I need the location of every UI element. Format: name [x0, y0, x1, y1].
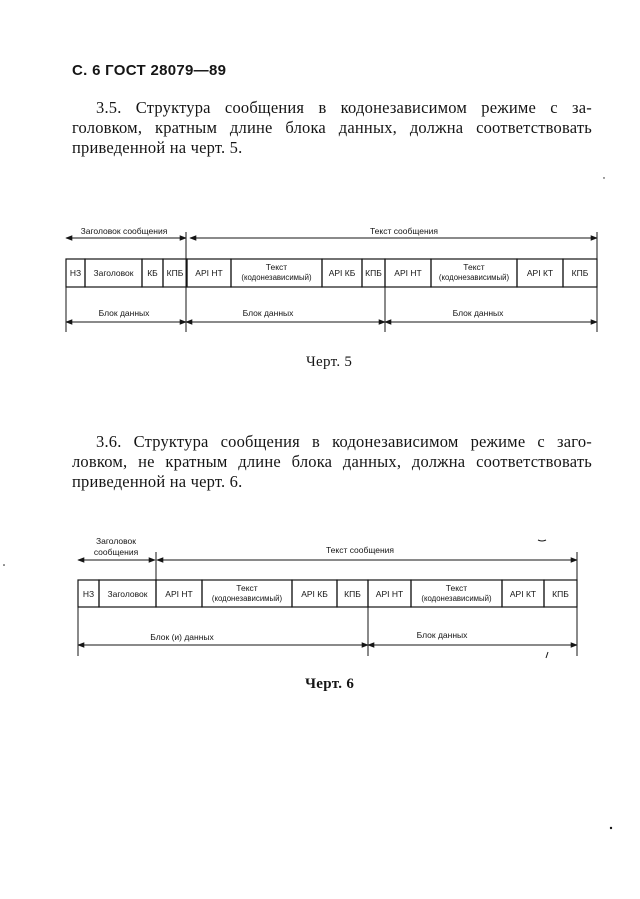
cell-label: Текст [265, 262, 288, 272]
cell-label: КПБ [571, 268, 589, 278]
paragraph-line: ловком, не кратным длине блока данных, должна соответствовать [72, 452, 592, 471]
cell-label: АРI НТ [165, 589, 193, 599]
paragraph-line: 3.5. Структура сообщения в кодонезависимом режиме с за- [96, 98, 592, 117]
cell-label: АРI КТ [509, 589, 537, 599]
paragraph-line: приведенной на черт. 5. [72, 138, 243, 157]
cell-label: КБ [147, 268, 158, 278]
scan-dot [603, 177, 604, 178]
cell-label: АРI КБ [301, 589, 328, 599]
cell-label: Заголовок [93, 268, 134, 278]
cell-label: КПБ [552, 589, 569, 599]
block-span-label: Блок (и) данных [150, 632, 214, 642]
block-span-label: Блок данных [242, 308, 294, 318]
figure-6-caption: Черт. 6 [305, 676, 355, 692]
figure-5-caption: Черт. 5 [306, 354, 353, 370]
scan-dot [610, 827, 612, 829]
scan-dot [3, 564, 5, 566]
block-span-label: Блок данных [452, 308, 504, 318]
cell-label: НЗ [82, 589, 95, 599]
text-span-label: Текст сообщения [325, 545, 395, 555]
cell-label: АРI КТ [526, 268, 554, 278]
cell-label: КПБ [365, 268, 382, 278]
header-span-label: Заголовок [96, 536, 136, 546]
cell-label: Текст [463, 262, 485, 272]
cell-label: Текст [445, 583, 468, 593]
cell-label: АРI НТ [195, 268, 223, 278]
header-span-label: сообщения [93, 547, 139, 557]
cell-label: Заголовок [107, 589, 148, 599]
cell-label: НЗ [69, 268, 82, 278]
paragraph-line: головком, кратным длине блока данных, должна соответствовать [72, 118, 592, 137]
block-span-label: Блок данных [98, 308, 150, 318]
cell-label: (кодонезависимый) [241, 273, 312, 282]
paragraph-line: 3.6. Структура сообщения в кодонезависимом режиме с заго- [96, 432, 592, 451]
cell-label: (кодонезависимый) [421, 594, 492, 603]
cell-label: КПБ [344, 589, 361, 599]
paragraph-3-6 [72, 432, 592, 492]
paragraph-line: приведенной на черт. 6. [72, 472, 243, 491]
cell-label: (кодонезависимый) [211, 594, 283, 603]
text-span-label: Текст сообщения [369, 226, 439, 236]
stray-mark [538, 540, 546, 541]
block-span-label: Блок данных [416, 630, 468, 640]
cell-label: КПБ [166, 268, 184, 278]
cell-label: АРI НТ [394, 268, 422, 278]
stray-mark [546, 652, 548, 658]
page-header: С. 6 ГОСТ 28079—89 [72, 62, 227, 79]
header-span-label: Заголовок сообщения [80, 226, 168, 236]
cell-label: АРI КБ [328, 268, 356, 278]
cell-label: АРI НТ [375, 589, 404, 599]
cell-label: Текст [236, 583, 258, 593]
cell-label: (кодонезависимый) [438, 273, 510, 282]
